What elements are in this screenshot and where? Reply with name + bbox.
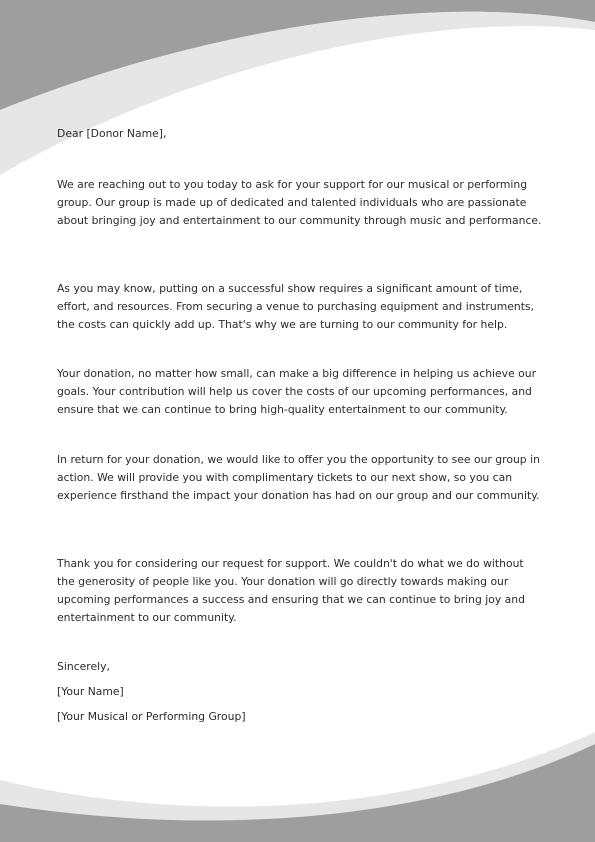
body-paragraph-2: As you may know, putting on a successful show requires a significant amount of time, effort, and resources. From securing a venue to purchasing equipment and instruments, the costs can quickly add up. That's why we are turning to our community for help. xyxy=(57,282,534,331)
body-paragraph-1: We are reaching out to you today to ask for your support for our musical or performing group. Our group is made up of dedicated and talented individuals who are passionate about bringing joy and entertainment to our community through music and performance. xyxy=(57,178,542,227)
signature-group: [Your Musical or Performing Group] xyxy=(57,710,246,723)
closing: Sincerely, xyxy=(57,660,110,673)
body-paragraph-5: Thank you for considering our request for support. We couldn't do what we do without the generosity of people like you. Your donation will go directly towards making our upcoming performances a success and ensuring that we can continue to bring joy and entertainment to our community. xyxy=(57,557,525,624)
bottom-wave-decoration xyxy=(0,732,595,842)
body-paragraph-3: Your donation, no matter how small, can make a big difference in helping us achieve our goals. Your contribution will help us cover the costs of our upcoming performances, and ensure that we can continue to bring high-quality entertainment to our community. xyxy=(57,367,537,416)
body-paragraph-4: In return for your donation, we would like to offer you the opportunity to see our group in action. We will provide you with complimentary tickets to our next show, so you can experience firsthand the impact your donation has had on our group and our community. xyxy=(57,453,540,502)
signature-name: [Your Name] xyxy=(57,685,124,698)
top-wave-decoration xyxy=(0,0,595,180)
salutation: Dear [Donor Name], xyxy=(57,127,167,140)
